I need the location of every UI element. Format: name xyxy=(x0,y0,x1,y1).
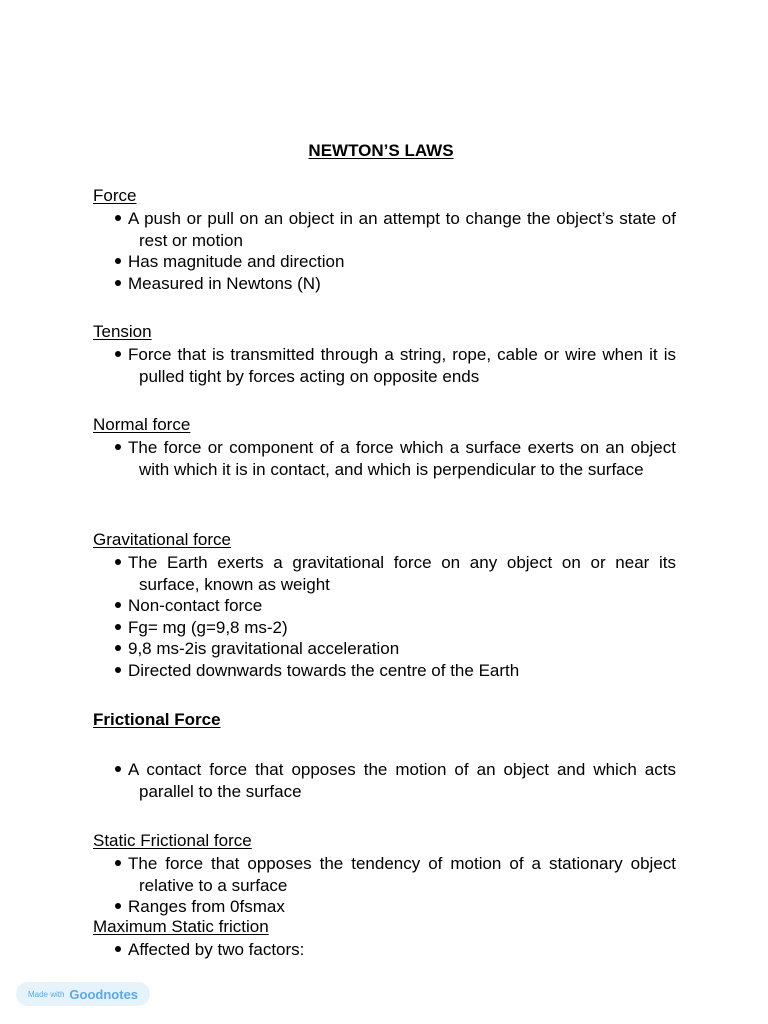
made-with-label: Made with xyxy=(27,989,65,999)
made-with-goodnotes-badge[interactable] xyxy=(16,982,150,1006)
heading-force: Force xyxy=(93,186,137,205)
list-item: A push or pull on an object in an attempt to change the object’s state of rest or motion xyxy=(115,208,676,251)
list-item: Directed downwards towards the centre of the Earth xyxy=(115,660,676,682)
list-item: Has magnitude and direction xyxy=(115,251,676,273)
bullet-icon xyxy=(115,280,121,286)
list-item: The force or component of a force which a surface exerts on an object with which it is in contact, and which is perpendicular to the surface xyxy=(115,437,676,480)
list-item: Measured in Newtons (N) xyxy=(115,273,676,295)
goodnotes-logo: Goodnotes xyxy=(69,986,139,1002)
frictional-force-bullet-list xyxy=(115,759,676,802)
force-bullet-list xyxy=(115,208,676,294)
bullet-icon xyxy=(115,602,121,608)
maximum-static-friction-bullet-list xyxy=(115,939,676,961)
list-item: The Earth exerts a gravitational force on any object on or near its surface, known as weight xyxy=(115,552,676,595)
bullet-icon xyxy=(115,860,121,866)
list-item: Affected by two factors: xyxy=(115,939,676,961)
heading-gravitational-force: Gravitational force xyxy=(93,530,231,549)
list-item: Force that is transmitted through a string, rope, cable or wire when it is pulled tight by forces acting on opposite ends xyxy=(115,344,676,387)
bullet-icon xyxy=(115,624,121,630)
normal-force-bullet-list xyxy=(115,437,676,480)
heading-tension: Tension xyxy=(93,322,152,341)
list-item: Non-contact force xyxy=(115,595,676,617)
list-item: Fg= mg (g=9,8 ms-2) xyxy=(115,617,676,639)
heading-frictional-force: Frictional Force xyxy=(93,710,221,729)
list-item: Ranges from 0fsmax xyxy=(115,896,676,918)
bullet-icon xyxy=(115,351,121,357)
bullet-icon xyxy=(115,667,121,673)
bullet-icon xyxy=(115,645,121,651)
bullet-icon xyxy=(115,258,121,264)
bullet-icon xyxy=(115,903,121,909)
bullet-icon xyxy=(115,444,121,450)
bullet-icon xyxy=(115,559,121,565)
page-title: NEWTON’S LAWS xyxy=(308,141,454,160)
list-item: A contact force that opposes the motion of an object and which acts parallel to the surface xyxy=(115,759,676,802)
tension-bullet-list xyxy=(115,344,676,387)
static-frictional-force-bullet-list xyxy=(115,853,676,918)
bullet-icon xyxy=(115,946,121,952)
list-item: The force that opposes the tendency of motion of a stationary object relative to a surface xyxy=(115,853,676,896)
heading-normal-force: Normal force xyxy=(93,415,191,434)
heading-maximum-static-friction: Maximum Static friction xyxy=(93,917,269,936)
bullet-icon xyxy=(115,766,121,772)
heading-static-frictional-force: Static Frictional force xyxy=(93,831,252,850)
bullet-icon xyxy=(115,215,121,221)
list-item: 9,8 ms-2is gravitational acceleration xyxy=(115,638,676,660)
gravitational-force-bullet-list xyxy=(115,552,676,682)
